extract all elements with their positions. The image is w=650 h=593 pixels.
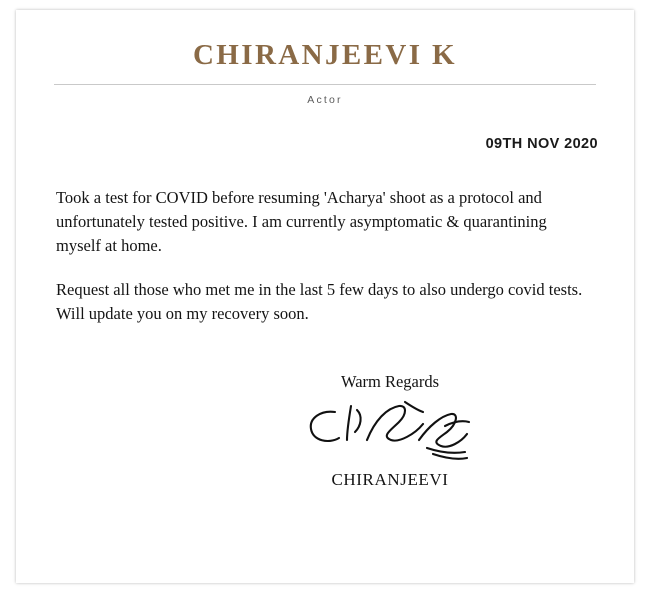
body-paragraph-1: Took a test for COVID before resuming 'Acharya' shoot as a protocol and unfortunately tested positive. I am currently asymptomatic & quarantining myself at home. xyxy=(56,187,547,256)
letter-body xyxy=(56,186,594,326)
letter-sheet xyxy=(16,10,634,583)
signature-icon xyxy=(16,396,634,468)
body-paragraph-2: Request all those who met me in the last 5 few days to also undergo covid tests. Will update you on my recovery soon. xyxy=(56,279,583,323)
role-subtitle: Actor xyxy=(307,93,343,106)
closing-salutation: Warm Regards xyxy=(340,372,440,392)
page-title: CHIRANJEEVI K xyxy=(192,39,458,71)
signer-name: CHIRANJEEVI xyxy=(331,470,449,490)
letter-date: 09TH NOV 2020 xyxy=(485,135,598,152)
header-divider xyxy=(54,84,596,85)
letterhead xyxy=(16,10,634,106)
